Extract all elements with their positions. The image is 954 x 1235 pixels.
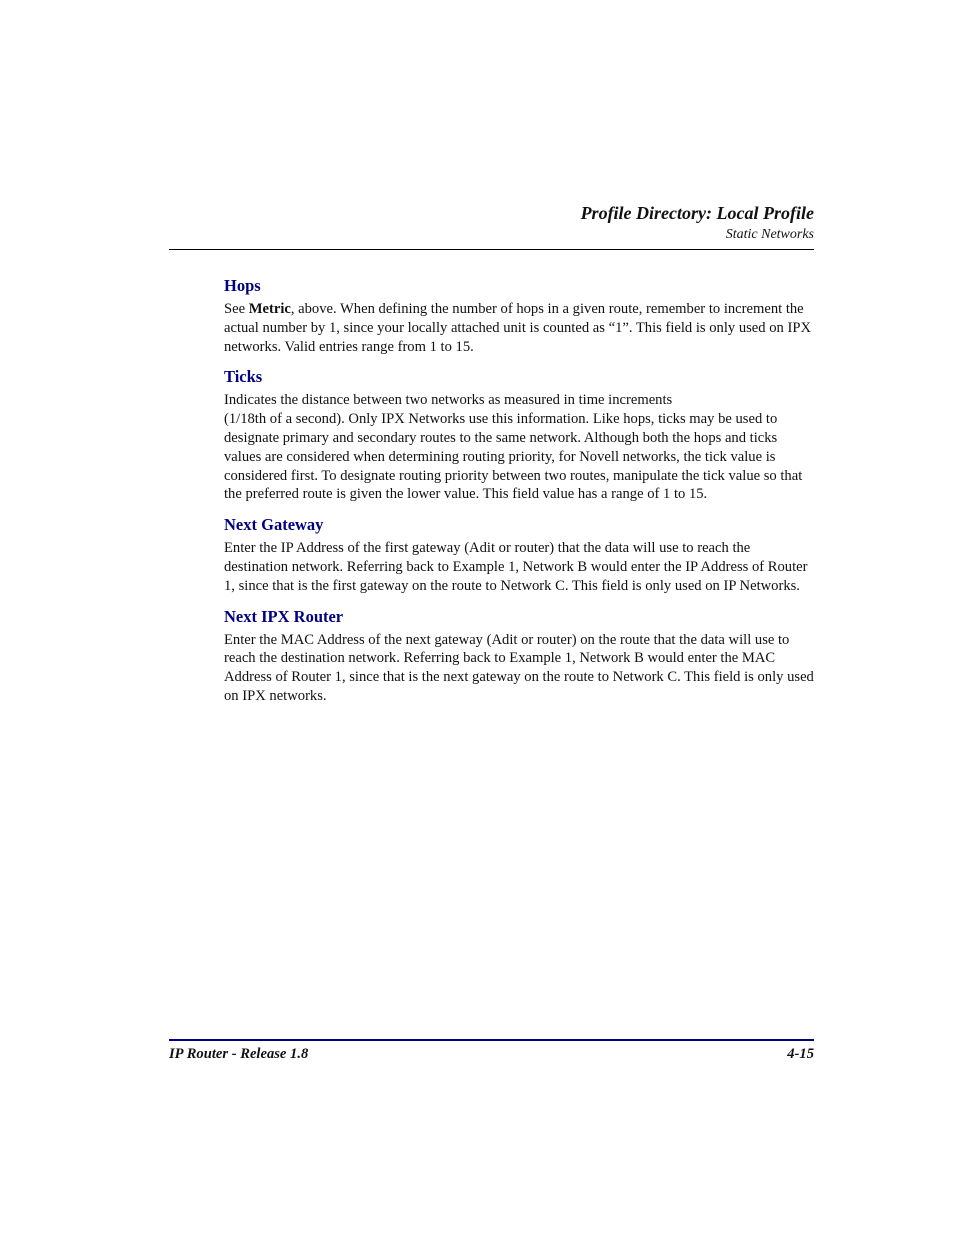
section-next-gateway (224, 515, 814, 595)
section-ticks (224, 367, 814, 504)
section-next-ipx-router (224, 607, 814, 706)
body-text: , above. When defining the number of hops in a given route, remember to increment the actual number by 1, since your locally attached unit is counted as “1”. This field is only used on IPX networks. Valid entries range from 1 to 15. (224, 301, 811, 355)
body-bold-text: Metric (248, 301, 291, 317)
header-divider (169, 249, 814, 250)
body-text: See (224, 301, 249, 317)
body-text: (1/18th of a second). Only IPX Networks use this information. Like hops, ticks may be used to designate primary and secondary routes to the same network. Although both the hops and ticks values are considered when determining routing priority, for Novell networks, the tick value is considered first. To designate routing priority between two routes, manipulate the tick value so that the preferred route is given the lower value. This field value has a range of 1 to 15. (224, 411, 803, 503)
section-body: Enter the MAC Address of the next gateway (Adit or router) on the route that the data will use to reach the destination network. Referring back to Example 1, Network B would enter the MAC Address of Router 1, since that is the next gateway on the route to Network C. This field is only used on IPX networks. (224, 631, 814, 704)
section-body (224, 391, 814, 504)
section-hops (224, 276, 814, 356)
section-body: Enter the IP Address of the first gateway (Adit or router) that the data will use to reach the destination network. Referring back to Example 1, Network B would enter the IP Address of Router 1, since that is the first gateway on the route to Network C. This field is only used on IP Networks. (224, 540, 808, 594)
section-heading: Ticks (224, 367, 263, 387)
section-body (224, 300, 814, 356)
footer-document-title: IP Router - Release 1.8 (169, 1046, 309, 1062)
section-heading: Next Gateway (224, 515, 324, 535)
header-title: Profile Directory: Local Profile (580, 203, 814, 223)
main-content (224, 276, 814, 717)
body-text: Indicates the distance between two networks as measured in time increments (224, 392, 673, 409)
footer-divider (169, 1039, 814, 1041)
footer-page-number: 4-15 (787, 1046, 814, 1062)
header-subtitle: Static Networks (725, 227, 814, 242)
section-heading: Hops (224, 276, 261, 295)
section-heading: Next IPX Router (224, 606, 344, 626)
